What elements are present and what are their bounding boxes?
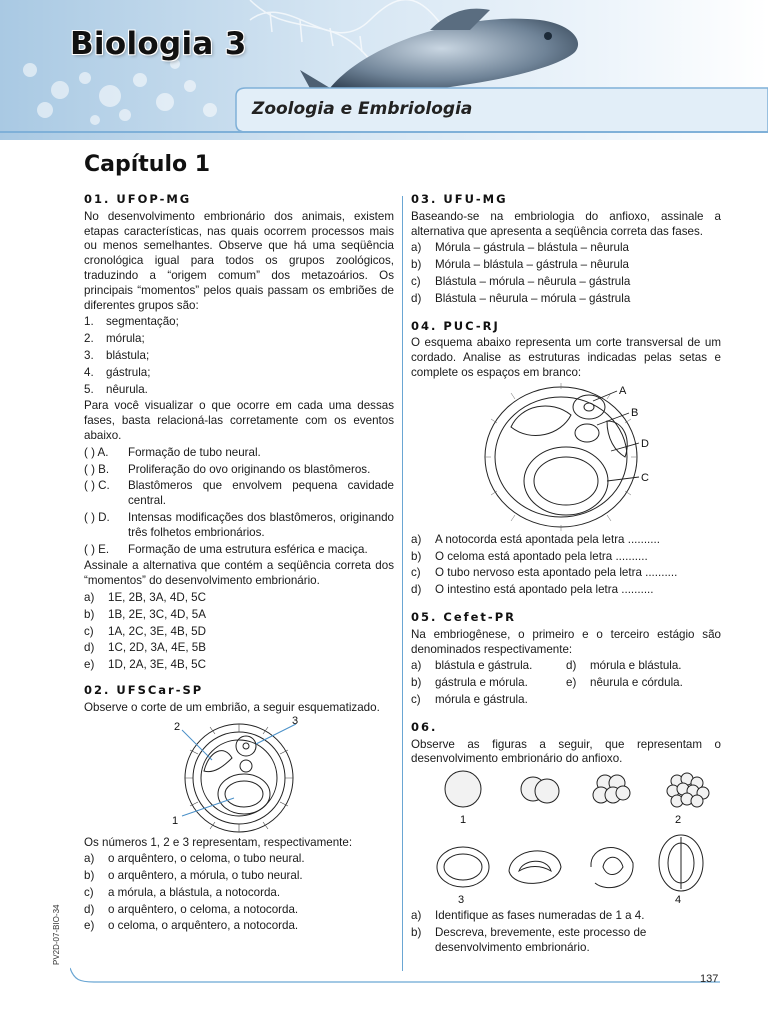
list-item: e) o celoma, o arquêntero, a notocorda. <box>84 919 299 933</box>
question-06-heading: 06. <box>411 719 438 734</box>
list-item: d) mórula e blástula. <box>566 659 682 673</box>
question-01-heading: 01. UFOP-MG <box>84 192 192 206</box>
right-column <box>411 192 721 958</box>
list-item: ( ) C. Blastômeros que envolvem pequena cavidade central. <box>84 479 394 508</box>
footer-rule <box>70 966 720 986</box>
figure-label: 2 <box>174 720 181 733</box>
figure-label: C <box>641 471 649 484</box>
list-item: b) o arquêntero, a mórula, o tubo neural. <box>84 869 303 883</box>
list-item: a) blástula e gástrula. <box>411 659 533 673</box>
figure-label: 3 <box>458 894 465 907</box>
list-item: ( ) E. Formação de uma estrutura esférica e maciça. <box>84 542 368 556</box>
figure-label: B <box>631 406 639 419</box>
chordate-cross-section-figure <box>411 381 721 531</box>
list-item: a) A notocorda está apontada pela letra .......... <box>411 532 660 546</box>
list-item: a) o arquêntero, o celoma, o tubo neural. <box>84 852 305 866</box>
question-02-intro: Observe o corte de um embrião, a seguir esquematizado. <box>84 700 380 714</box>
figure-label: 1 <box>460 814 467 827</box>
question-03-intro: Baseando-se na embriologia do anfioxo, assinale a alternativa que apresenta a seqüência correta das fases. <box>411 209 721 238</box>
list-item: c) O tubo nervoso esta apontado pela letra .......... <box>411 566 678 580</box>
list-item: 4. gástrula; <box>84 365 151 379</box>
figure-label: 2 <box>675 814 682 827</box>
question-04-heading: 04. PUC-RJ <box>411 318 500 333</box>
question-01-stages <box>84 315 394 397</box>
list-item: e) nêurula e córdula. <box>566 676 683 690</box>
question-03-options <box>411 241 721 306</box>
list-item: d) O intestino está apontado pela letra .......... <box>411 583 654 597</box>
list-item: 5. nêurula. <box>84 382 148 396</box>
question-03-heading: 03. UFU-MG <box>411 192 508 206</box>
list-item: b) 1B, 2E, 3C, 4D, 5A <box>84 607 206 621</box>
column-divider <box>402 196 403 971</box>
question-01-events <box>84 446 394 558</box>
list-item: b) Mórula – blástula – gástrula – nêurula <box>411 258 629 272</box>
question-01-mid: Para você visualizar o que ocorre em cada uma dessas fases, basta relacioná-las corretamente com os eventos abaixo. <box>84 399 394 442</box>
left-column <box>84 192 394 936</box>
amphioxus-development-figure <box>411 767 721 907</box>
question-01-intro: No desenvolvimento embrionário dos animais, existem etapas características, nas quais ocorrem processos mais ou menos semelhantes. Observe que há uma seqüência cronológica igual para todos os grupos zoológicos, traduzindo a “origem comum” dos metazoários. Os principais “momentos” pelos quais passam os embriões de diferentes grupos são: <box>84 209 394 312</box>
page-header <box>0 0 768 140</box>
page-number: 137 <box>700 973 719 985</box>
figure-label: A <box>619 384 627 397</box>
list-item: c) Blástula – mórula – nêurula – gástrula <box>411 274 631 288</box>
embryo-section-figure <box>84 716 394 836</box>
list-item: 3. blástula; <box>84 348 150 362</box>
list-item: 1. segmentação; <box>84 315 179 329</box>
list-item: e) 1D, 2A, 3E, 4B, 5C <box>84 658 206 672</box>
list-item: c) a mórula, a blástula, a notocorda. <box>84 885 281 899</box>
list-item: a) Mórula – gástrula – blástula – nêurula <box>411 241 629 255</box>
list-item: a) Identifique as fases numeradas de 1 a 4. <box>411 909 645 923</box>
question-04-intro: O esquema abaixo representa um corte transversal de um cordado. Analise as estruturas indicadas pelas setas e complete os espaços em branco: <box>411 336 721 379</box>
list-item: b) gástrula e mórula. <box>411 676 528 690</box>
list-item: d) Blástula – nêurula – mórula – gástrula <box>411 291 631 305</box>
list-item: ( ) A. Formação de tubo neural. <box>84 445 261 459</box>
list-item: d) o arquêntero, o celoma, a notocorda. <box>84 902 299 916</box>
question-05-intro: Na embriogênese, o primeiro e o terceiro estágio são denominados respectivamente: <box>411 627 721 656</box>
question-02-ask: Os números 1, 2 e 3 representam, respectivamente: <box>84 835 353 849</box>
list-item: c) mórula e gástrula. <box>411 692 528 706</box>
figure-label: 1 <box>172 814 179 827</box>
list-item: b) Descreva, brevemente, este processo de desenvolvimento embrionário. <box>411 925 647 954</box>
book-title: Biologia 3 <box>70 26 247 62</box>
list-item: ( ) D. Intensas modificações dos blastômeros, originando três folhetos embrionários. <box>84 510 394 539</box>
list-item: d) 1C, 2D, 3A, 4E, 5B <box>84 641 206 655</box>
question-06-intro: Observe as figuras a seguir, que representam o desenvolvimento embrionário do anfioxo. <box>411 737 721 766</box>
question-02-options <box>84 852 394 934</box>
question-02-heading: 02. UFSCar-SP <box>84 682 204 697</box>
question-04-options <box>411 533 721 598</box>
chapter-title: Capítulo 1 <box>84 152 211 177</box>
question-05-heading: 05. Cefet-PR <box>411 609 516 624</box>
list-item: c) 1A, 2C, 3E, 4B, 5D <box>84 624 206 638</box>
question-01-ask: Assinale a alternativa que contém a seqüência correta dos “momentos” do desenvolvimento embrionário. <box>84 559 394 588</box>
document-code: PV2D-07-BIO-34 <box>52 904 61 965</box>
question-01-options <box>84 591 394 673</box>
question-06-options <box>411 909 721 955</box>
list-item: ( ) B. Proliferação do ovo originando os blastômeros. <box>84 462 371 476</box>
figure-label: D <box>641 437 649 450</box>
header-banner-illustration <box>0 0 768 140</box>
figure-label: 3 <box>292 715 299 727</box>
list-item: 2. mórula; <box>84 332 145 346</box>
section-title: Zoologia e Embriologia <box>252 99 473 119</box>
question-05-options <box>411 657 721 709</box>
list-item: b) O celoma está apontado pela letra .......... <box>411 549 648 563</box>
figure-label: 4 <box>675 894 682 907</box>
list-item: a) 1E, 2B, 3A, 4D, 5C <box>84 590 206 604</box>
